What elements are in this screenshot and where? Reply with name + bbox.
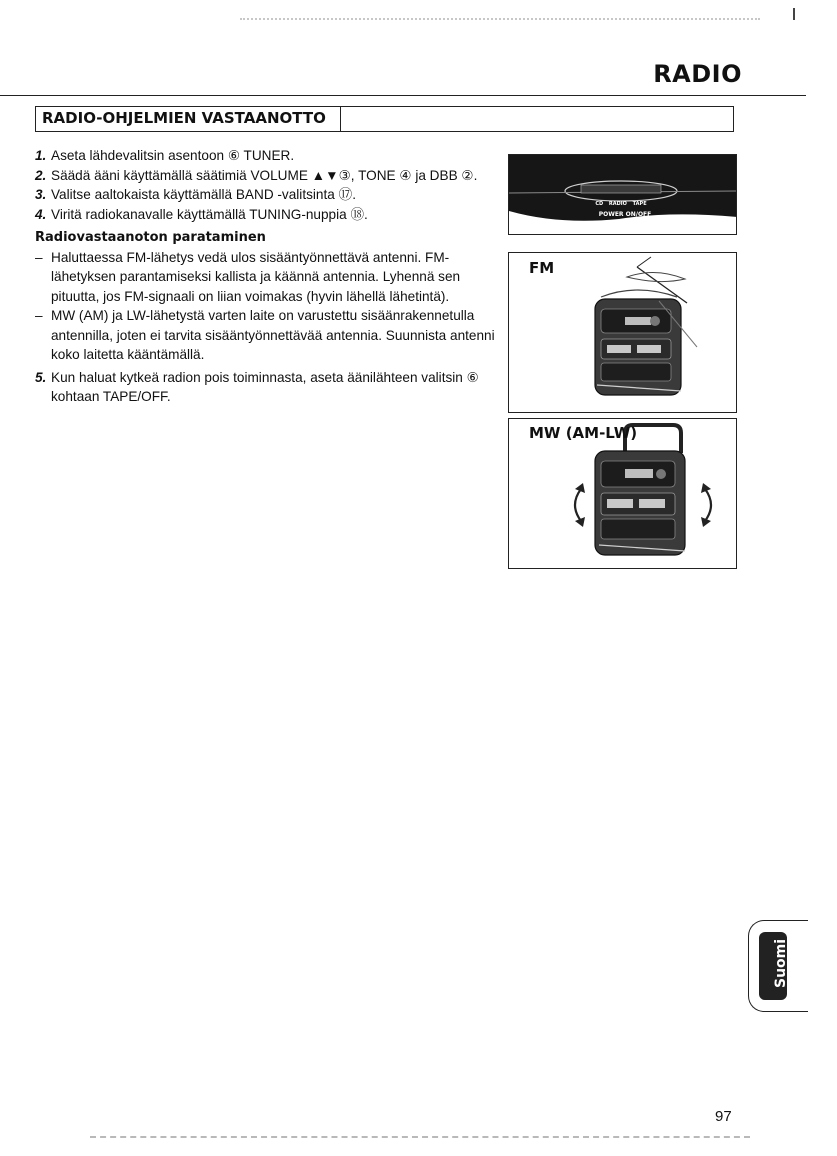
language-tab-badge — [759, 932, 787, 1000]
language-tab — [748, 920, 808, 1012]
language-label: Suomi — [773, 938, 789, 988]
subsection-title: Radiovastaanoton parataminen — [35, 230, 266, 245]
fm-label: FM — [529, 259, 555, 277]
figure-fm-antenna — [508, 252, 737, 413]
step-text: Kun haluat kytkeä radion pois toiminnasta, aseta äänilähteen valitsin ⑥ kohtaan TAPE/OFF. — [51, 369, 479, 404]
scan-artifact-tick — [793, 8, 795, 20]
control-panel-illustration — [509, 155, 737, 235]
header-rule — [0, 95, 806, 96]
step-4 — [35, 205, 495, 225]
bullet-mw — [35, 306, 495, 365]
step-number: 2. — [35, 167, 47, 183]
figure-mw-rotate — [508, 418, 737, 569]
heading-title: RADIO-OHJELMIEN VASTAANOTTO — [36, 107, 341, 132]
fm-radio-illustration — [509, 253, 737, 413]
bullet-fm — [35, 248, 495, 307]
svg-text:CD RADIO TAPE — [595, 201, 647, 207]
heading-box — [35, 106, 734, 132]
bullet-text: Haluttaessa FM-lähetys vedä ulos sisääntyönnettävä antenni. FM-lähetyksen parantamiseksi kallista ja käännä antennia. Lyhennä sen pituutta, jos FM-signaali on liian voimakas (hyvin lähellä lähetintä). — [51, 249, 461, 304]
step-5 — [35, 368, 495, 407]
instructions-column — [35, 146, 495, 407]
step-number: 4. — [35, 206, 47, 222]
figure-control-panel — [508, 154, 737, 235]
bullet-text: MW (AM) ja LW-lähetystä varten laite on varustettu sisäänrakennetulla antennilla, joten ei tarvita sisääntyönnettävää antennia. Suunnista antenni koko laitetta kääntämällä. — [51, 308, 495, 362]
step-text: Valitse aaltokaista käyttämällä BAND -valitsinta ⑰. — [51, 187, 356, 202]
step-2 — [35, 166, 495, 186]
step-text: Viritä radiokanavalle käyttämällä TUNING-nuppia ⑱. — [51, 206, 368, 222]
step-text: Säädä ääni käyttämällä säätimiä VOLUME ▲▼③, TONE ④ ja DBB ②. — [51, 167, 478, 183]
step-number: 5. — [35, 369, 47, 385]
bullet-dash: – — [35, 308, 43, 323]
step-text: Aseta lähdevalitsin asentoon ⑥ TUNER. — [51, 148, 295, 163]
bullet-dash: – — [35, 249, 43, 265]
scan-artifact-bottom — [90, 1136, 750, 1139]
label-radio: RADIO — [608, 201, 627, 207]
section-title: RADIO — [653, 60, 742, 88]
label-tape: TAPE — [632, 201, 647, 207]
mw-label: MW (AM-LW) — [529, 424, 638, 442]
label-cd: CD — [595, 201, 604, 207]
step-1 — [35, 146, 495, 166]
step-number: 1. — [35, 148, 47, 163]
scan-artifact-top — [240, 0, 760, 20]
page-number: 97 — [715, 1108, 732, 1125]
label-power-switch: POWER ON/OFF — [598, 211, 652, 218]
step-number: 3. — [35, 187, 47, 202]
step-3 — [35, 185, 495, 205]
